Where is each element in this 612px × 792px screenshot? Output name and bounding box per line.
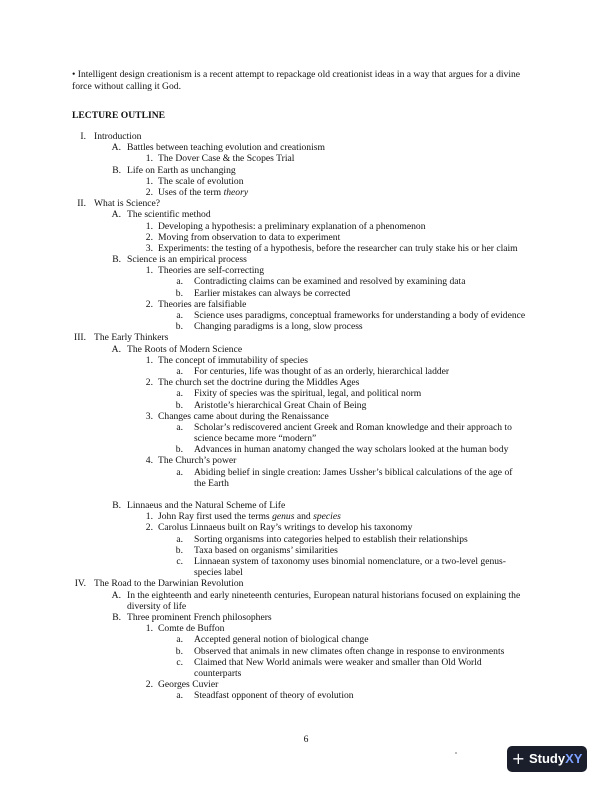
outline-text: Changing paradigms is a long, slow process [194, 321, 363, 333]
outline-spacer [0, 489, 612, 500]
outline-text: Taxa based on organisms’ similarities [194, 544, 338, 556]
outline-text: Abiding belief in single creation: James Ussher’s biblical calculations of the age of the Earth [194, 466, 513, 489]
outline-item [0, 545, 612, 556]
outline-text: Advances in human anatomy changed the way scholars looked at the human body [194, 444, 509, 456]
outline-marker: B. [112, 254, 121, 266]
outline-marker: IV. [74, 578, 86, 590]
outline-text: Battles between teaching evolution and creationism [127, 142, 325, 154]
outline-item [0, 400, 612, 411]
outline-item [0, 679, 612, 690]
outline-item [0, 254, 612, 265]
outline-marker: a. [176, 310, 183, 321]
outline-marker: II. [77, 198, 86, 210]
outline-text: Claimed that New World animals were weaker and smaller than Old World counterparts [194, 656, 482, 679]
outline-marker: a. [176, 388, 183, 400]
section-heading: LECTURE OUTLINE [72, 110, 166, 121]
outline-text: Linnaean system of taxonomy uses binomial nomenclature, or a two-level genus- species label [194, 556, 506, 579]
outline-item [0, 221, 612, 232]
outline-marker: 1. [145, 153, 153, 165]
outline-item [0, 444, 612, 455]
outline-item [0, 165, 612, 176]
intro-line-2: force without calling it God. [72, 81, 181, 92]
outline-marker: 2. [145, 522, 153, 534]
outline-item [0, 321, 612, 332]
outline-marker: 1. [145, 220, 153, 232]
outline-item [0, 578, 612, 589]
outline-marker: a. [176, 690, 183, 702]
lecture-outline [0, 131, 612, 702]
outline-text: Georges Cuvier [158, 679, 219, 691]
outline-text: What is Science? [94, 198, 161, 210]
outline-item [0, 467, 612, 489]
outline-item [0, 344, 612, 355]
intro-line-1: • Intelligent design creationism is a recent attempt to repackage old creationist ideas in a way that argues for a divine [72, 69, 521, 80]
outline-text: Sorting organisms into categories helped to establish their relationships [194, 533, 468, 545]
outline-item [0, 522, 612, 533]
outline-text: Accepted general notion of biological change [194, 634, 369, 646]
outline-text: For centuries, life was thought of as an orderly, hierarchical ladder [194, 365, 450, 377]
outline-marker: a. [176, 634, 183, 646]
outline-marker: A. [111, 142, 121, 154]
outline-marker: b. [175, 544, 183, 556]
outline-marker: A. [111, 343, 121, 355]
outline-item [0, 646, 612, 657]
outline-text: Moving from observation to data to experiment [158, 231, 341, 243]
outline-text: Science uses paradigms, conceptual frameworks for understanding a body of evidence [194, 310, 526, 321]
outline-marker: A. [111, 589, 121, 601]
outline-item [0, 355, 612, 366]
outline-item [0, 276, 612, 287]
outline-text: The Road to the Darwinian Revolution [94, 578, 244, 590]
plus-icon: + [511, 749, 525, 768]
outline-item [0, 232, 612, 243]
outline-item [0, 310, 612, 321]
outline-item [0, 511, 612, 522]
outline-text: Science is an empirical process [127, 254, 247, 266]
outline-marker: A. [111, 209, 121, 221]
outline-text: Developing a hypothesis: a preliminary explanation of a phenomenon [158, 220, 426, 232]
outline-marker: 1. [145, 265, 153, 277]
outline-item [0, 623, 612, 634]
outline-text: The scale of evolution [158, 175, 244, 187]
outline-marker: B. [112, 500, 121, 512]
outline-marker: 2. [145, 377, 153, 389]
outline-item [0, 455, 612, 466]
outline-marker: b. [175, 399, 183, 411]
intro-paragraph [72, 69, 542, 93]
outline-item [0, 366, 612, 377]
outline-text: Life on Earth as unchanging [127, 164, 236, 176]
outline-text: Three prominent French philosophers [127, 612, 272, 623]
outline-text: Contradicting claims can be examined and resolved by examining data [194, 276, 466, 288]
outline-item [0, 142, 612, 153]
outline-marker: 3. [145, 242, 153, 254]
outline-text: The church set the doctrine during the Middles Ages [158, 377, 360, 389]
outline-text: Observed that animals in new climates often change in response to environments [194, 645, 505, 657]
outline-text: John Ray first used the terms genus and species [158, 511, 341, 523]
outline-item [0, 657, 612, 679]
outline-marker: b. [175, 321, 183, 333]
outline-item [0, 187, 612, 198]
outline-marker: 3. [145, 410, 153, 422]
outline-item [0, 209, 612, 220]
brand-wordmark: StudyXY [528, 751, 583, 767]
outline-marker: c. [176, 656, 183, 668]
outline-item [0, 332, 612, 343]
outline-text: The Church’s power [158, 455, 237, 467]
outline-marker: b. [175, 287, 183, 299]
outline-marker: a. [176, 466, 183, 478]
outline-text: The Early Thinkers [94, 332, 169, 344]
outline-text: Aristotle’s hierarchical Great Chain of Being [194, 399, 367, 411]
outline-marker: b. [175, 444, 183, 456]
outline-text: The Dover Case & the Scopes Trial [158, 153, 295, 165]
outline-marker: 4. [145, 455, 153, 467]
outline-text: The Roots of Modern Science [127, 343, 243, 355]
outline-marker: 2. [145, 679, 153, 691]
outline-text: The scientific method [127, 209, 211, 221]
outline-item [0, 198, 612, 209]
outline-marker: a. [176, 365, 183, 377]
outline-text: Changes came about during the Renaissance [158, 410, 329, 422]
outline-marker: a. [176, 533, 183, 545]
studyxy-badge[interactable] [507, 746, 587, 772]
outline-item [0, 590, 612, 612]
outline-item [0, 265, 612, 276]
outline-item [0, 243, 612, 254]
outline-marker: I. [80, 131, 86, 142]
outline-marker: 2. [145, 186, 153, 198]
outline-text: Theories are falsifiable [158, 298, 247, 310]
outline-item [0, 690, 612, 701]
outline-item [0, 153, 612, 164]
outline-marker: c. [176, 556, 183, 567]
outline-text: Comte de Buffon [158, 623, 225, 635]
outline-marker: B. [112, 612, 121, 623]
outline-text: Earlier mistakes can always be corrected [194, 287, 351, 299]
outline-marker: 1. [145, 511, 153, 523]
outline-item [0, 131, 612, 142]
outline-text: The concept of immutability of species [158, 354, 308, 366]
outline-marker: a. [176, 276, 183, 288]
outline-marker: B. [112, 164, 121, 176]
outline-item [0, 422, 612, 444]
outline-text: Theories are self-correcting [158, 265, 265, 277]
outline-item [0, 388, 612, 399]
outline-text: Introduction [94, 131, 142, 142]
outline-item [0, 556, 612, 578]
outline-text: Experiments: the testing of a hypothesis, before the researcher can truly stake his or her claim [158, 242, 518, 254]
outline-marker: 2. [145, 298, 153, 310]
outline-item [0, 411, 612, 422]
outline-marker: a. [176, 421, 183, 433]
page-number: 6 [303, 734, 309, 745]
outline-item [0, 634, 612, 645]
outline-item [0, 288, 612, 299]
outline-item [0, 299, 612, 310]
outline-item [0, 612, 612, 623]
outline-marker: b. [175, 645, 183, 657]
outline-item [0, 377, 612, 388]
outline-text: Linnaeus and the Natural Scheme of Life [127, 500, 286, 512]
outline-item [0, 534, 612, 545]
outline-marker: 1. [145, 623, 153, 635]
outline-text: Carolus Linnaeus built on Ray’s writings to develop his taxonomy [158, 522, 413, 534]
outline-text: Scholar’s rediscovered ancient Greek and Roman knowledge and their approach to science became more “modern” [194, 421, 512, 445]
outline-text: Uses of the term theory [158, 186, 249, 198]
outline-marker: III. [74, 332, 86, 344]
outline-marker: 2. [145, 231, 153, 243]
outline-item [0, 500, 612, 511]
outline-marker: 1. [145, 354, 153, 366]
stray-dot [455, 752, 457, 754]
outline-text: Fixity of species was the spiritual, legal, and political norm [194, 388, 422, 400]
outline-text: In the eighteenth and early nineteenth centuries, European natural historians focused on explaining the diversity of life [127, 589, 521, 612]
outline-marker: 1. [145, 175, 153, 187]
outline-text: Steadfast opponent of theory of evolution [194, 690, 354, 702]
outline-item [0, 176, 612, 187]
